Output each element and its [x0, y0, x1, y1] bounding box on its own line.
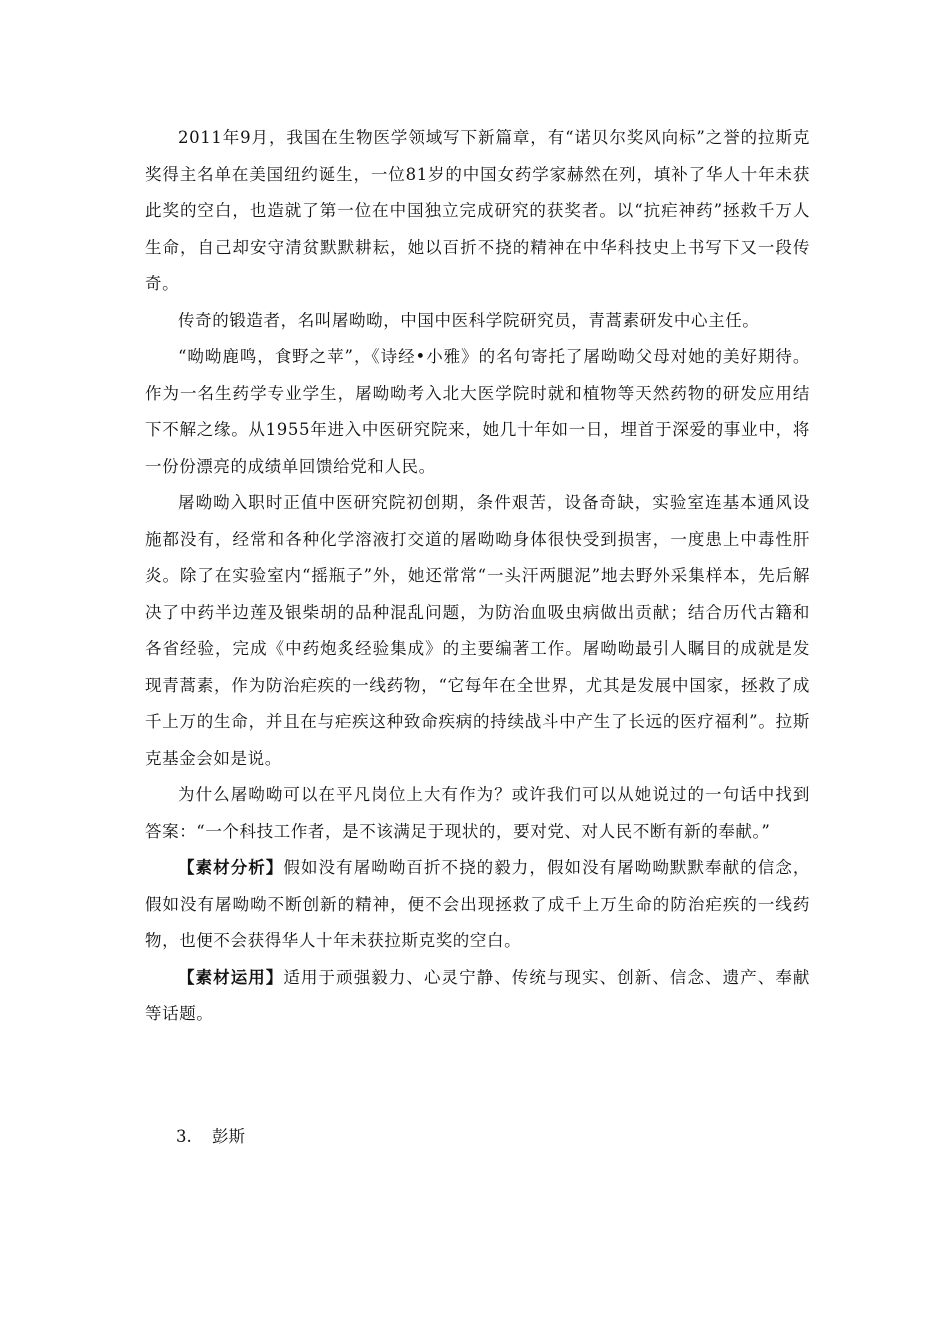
article-body	[145, 120, 810, 1033]
paragraph-material-analysis	[145, 850, 810, 960]
paragraph-lasker-award: 2011年9月，我国在生物医学领域写下新篇章，有“诺贝尔奖风向标”之誉的拉斯克奖得主名单在美国纽约诞生，一位81岁的中国女药学家赫然在列，填补了华人十年未获此奖的空白，也造就了第一位在中国独立完成研究的获奖者。以“抗疟神药”拯救千万人生命，自己却安守清贫默默耕耘，她以百折不挠的精神在中华科技史上书写下又一段传奇。	[145, 128, 810, 293]
paragraph-research-career: 屠呦呦入职时正值中医研究院初创期，条件艰苦，设备奇缺，实验室连基本通风设施都没有，经常和各种化学溶液打交道的屠呦呦身体很快受到损害，一度患上中毒性肝炎。除了在实验室内“摇瓶子”外，她还常常“一头汗两腿泥”地去野外采集样本，先后解决了中药半边莲及银柴胡的品种混乱问题，为防治血吸虫病做出贡献；结合历代古籍和各省经验，完成《中药炮炙经验集成》的主要编著工作。屠呦呦最引人瞩目的成就是发现青蒿素，作为防治疟疾的一线药物，“它每年在全世界，尤其是发展中国家，拯救了成千上万的生命，并且在与疟疾这种致命疾病的持续战斗中产生了长远的医疗福利”。拉斯克基金会如是说。	[145, 493, 810, 768]
usage-text: 适用于顽强毅力、心灵宁静、传统与现实、创新、信念、遗产、奉献等话题。	[145, 967, 811, 1023]
next-section-heading	[176, 1119, 245, 1155]
section-number: 3.	[176, 1127, 192, 1146]
paragraph-legend-maker: 传奇的锻造者，名叫屠呦呦，中国中医科学院研究员，青蒿素研发中心主任。	[178, 310, 760, 330]
paragraph-material-usage	[145, 960, 810, 1033]
section-title: 彭斯	[212, 1127, 245, 1146]
paragraph-name-origin: “呦呦鹿鸣，食野之苹”，《诗经•小雅》的名句寄托了屠呦呦父母对她的美好期待。作为一名生药学专业学生，屠呦呦考入北大医学院时就和植物等天然药物的研发应用结下不解之缘。从1955年进入中医研究院来，她几十年如一日，埋首于深爱的事业中，将一份份漂亮的成绩单回馈给党和人民。	[145, 347, 810, 476]
usage-label: 【素材运用】	[178, 967, 284, 987]
analysis-label: 【素材分析】	[178, 858, 284, 877]
paragraph-quote: 为什么屠呦呦可以在平凡岗位上大有作为？或许我们可以从她说过的一句话中找到答案：“一个科技工作者，是不该满足于现状的，要对党、对人民不断有新的奉献。”	[145, 785, 810, 841]
analysis-text: 假如没有屠呦呦百折不挠的毅力，假如没有屠呦呦默默奉献的信念，假如没有屠呦呦不断创新的精神，便不会出现拯救了成千上万生命的防治疟疾的一线药物，也便不会获得华人十年未获拉斯克奖的空白。	[145, 858, 811, 950]
